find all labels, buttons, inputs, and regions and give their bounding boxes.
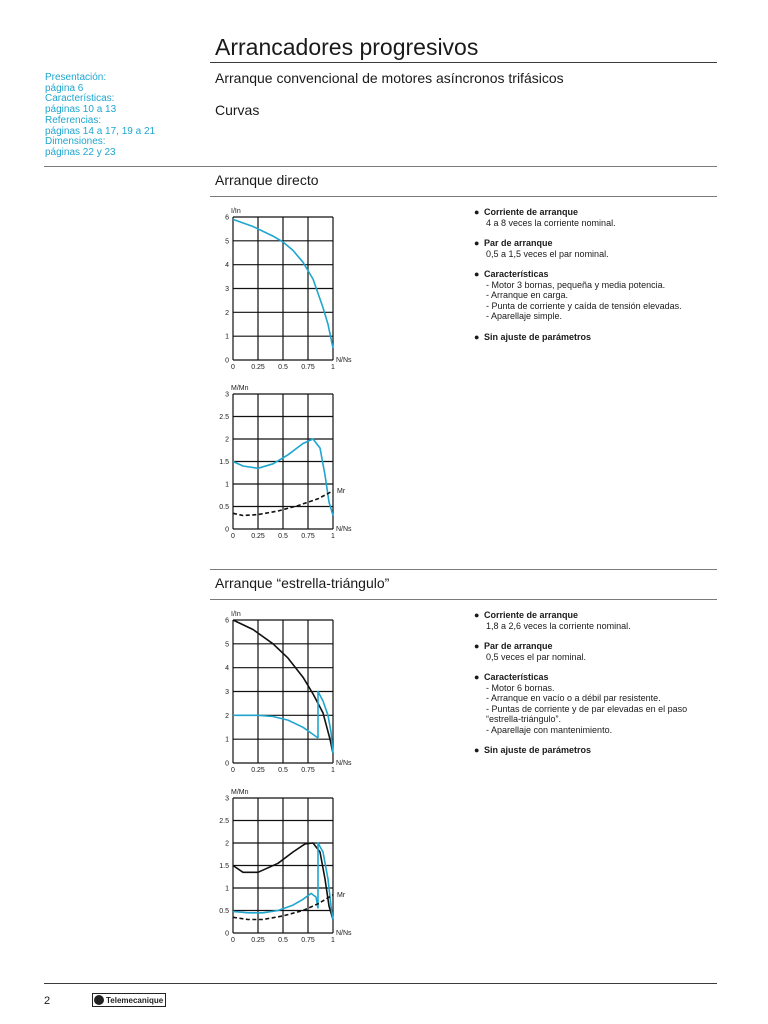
chart-star-delta-torque (215, 786, 355, 948)
y-tick-label: 6 (225, 214, 229, 222)
y-tick-label: 1 (225, 736, 229, 744)
x-tick-label: 1 (331, 937, 335, 944)
x-tick-label: 0.5 (278, 533, 288, 540)
sidebar-line[interactable]: Dimensiones: (45, 136, 106, 148)
y-tick-label: 0 (225, 760, 229, 768)
spec-title: Características (484, 269, 549, 279)
x-axis-label: N/Ns (336, 526, 352, 533)
sidebar-line[interactable]: páginas 10 a 13 (45, 104, 117, 116)
y-tick-label: 2.5 (219, 414, 229, 421)
y-axis-label: M/Mn (231, 789, 249, 796)
y-axis-label: I/In (231, 611, 241, 618)
sidebar-line[interactable]: Presentación: (45, 72, 107, 83)
direct-specs (474, 207, 744, 352)
section-heading-star-delta: Arranque “estrella-triángulo” (215, 575, 390, 591)
spec-item (474, 207, 744, 228)
y-tick-label: 2 (225, 712, 229, 720)
x-tick-label: 0.5 (278, 767, 288, 774)
spec-title: Corriente de arranque (484, 610, 579, 620)
x-axis-label: N/Ns (336, 760, 352, 767)
chart-direct-current (215, 205, 355, 375)
x-tick-label: 0 (231, 364, 235, 371)
title-rule (210, 62, 717, 63)
x-tick-label: 0.25 (251, 533, 265, 540)
sidebar-line[interactable]: Referencias: (45, 114, 102, 126)
y-tick-label: 3 (225, 391, 229, 399)
x-tick-label: 0.25 (251, 767, 265, 774)
section-rule (210, 569, 717, 570)
spec-body: 0,5 veces el par nominal. (486, 651, 587, 662)
spec-title: Par de arranque (484, 238, 553, 248)
spec-title: Par de arranque (484, 641, 553, 651)
y-tick-label: 5 (225, 238, 229, 246)
series-label: Mr (337, 891, 346, 899)
series-line (233, 715, 318, 738)
x-tick-label: 0.25 (251, 937, 265, 944)
y-tick-label: 4 (225, 262, 229, 270)
bullet-icon: ● (474, 641, 480, 651)
bullet-icon: ● (474, 331, 480, 342)
y-tick-label: 0 (225, 526, 229, 534)
spec-item (474, 745, 744, 756)
section-heading-direct: Arranque directo (215, 172, 319, 188)
y-axis-label: I/In (231, 208, 241, 215)
spec-body: 0,5 a 1,5 veces el par nominal. (486, 248, 609, 259)
spec-item (474, 238, 744, 259)
y-tick-label: 1 (225, 885, 229, 893)
bullet-icon: ● (474, 610, 480, 620)
y-tick-label: 3 (225, 689, 229, 696)
x-tick-label: 0 (231, 937, 235, 944)
spec-body: 1,8 a 2,6 veces la corriente nominal. (486, 620, 631, 631)
page-subtitle: Arranque convencional de motores asíncronos trifásicos (215, 70, 564, 86)
sidebar-line[interactable]: página 6 (45, 82, 84, 94)
spec-title: Características (484, 672, 549, 682)
x-tick-label: 0 (231, 533, 235, 540)
x-tick-label: 0.5 (278, 364, 288, 371)
x-tick-label: 0 (231, 767, 235, 774)
bullet-icon: ● (474, 238, 480, 248)
bullet-icon: ● (474, 745, 480, 755)
section-divider (44, 166, 717, 167)
spec-item (474, 332, 744, 343)
x-tick-label: 0.5 (278, 937, 288, 944)
section-rule (210, 196, 717, 197)
brand-mark-icon (94, 995, 104, 1005)
section-rule (210, 599, 717, 600)
y-tick-label: 1 (225, 481, 229, 489)
x-tick-label: 1 (331, 533, 335, 540)
y-tick-label: 4 (225, 665, 229, 673)
star-delta-specs (474, 610, 744, 766)
spec-title: Sin ajuste de parámetros (484, 331, 592, 342)
y-tick-label: 6 (225, 617, 229, 625)
spec-item (474, 269, 744, 322)
spec-body: - Motor 6 bornas. - Arranque en vacío o a débil par resistente. - Puntas de corriente y de par elevadas en el paso “estrella-triángulo”. - Aparellaje con mantenimiento. (486, 682, 688, 735)
x-tick-label: 0.25 (251, 364, 265, 371)
footer-rule (44, 983, 717, 984)
spec-item (474, 672, 744, 735)
y-tick-label: 0.5 (219, 504, 229, 511)
page-number: 2 (44, 995, 51, 1007)
x-tick-label: 1 (331, 364, 335, 371)
y-tick-label: 1 (225, 333, 229, 341)
spec-item (474, 610, 744, 631)
x-tick-label: 0.75 (301, 364, 315, 371)
x-tick-label: 0.75 (301, 937, 315, 944)
y-tick-label: 3 (225, 286, 229, 293)
spec-body: 4 a 8 veces la corriente nominal. (486, 217, 616, 228)
x-axis-label: N/Ns (336, 930, 352, 937)
sidebar-line[interactable]: Características: (45, 93, 115, 105)
y-tick-label: 3 (225, 795, 229, 803)
x-tick-label: 1 (331, 767, 335, 774)
section-label: Curvas (215, 102, 260, 118)
y-tick-label: 1.5 (219, 459, 229, 466)
bullet-icon: ● (474, 269, 480, 279)
y-tick-label: 0.5 (219, 908, 229, 915)
x-axis-label: N/Ns (336, 357, 352, 364)
y-tick-label: 2.5 (219, 818, 229, 825)
chart-direct-torque (215, 382, 355, 544)
page-title: Arrancadores progresivos (215, 34, 479, 60)
bullet-icon: ● (474, 672, 480, 682)
x-tick-label: 0.75 (301, 533, 315, 540)
y-axis-label: M/Mn (231, 385, 249, 392)
y-tick-label: 0 (225, 930, 229, 938)
spec-body: - Motor 3 bornas, pequeña y media potencia. - Arranque en carga. - Punta de corriente y caída de tensión elevadas. - Aparellaje simple. (486, 279, 682, 321)
spec-item (474, 641, 744, 662)
y-tick-label: 2 (225, 436, 229, 444)
y-tick-label: 2 (225, 840, 229, 848)
sidebar-line[interactable]: páginas 14 a 17, 19 a 21 (45, 125, 156, 137)
brand-name: Telemecanique (106, 995, 164, 1005)
chart-star-delta-current (215, 608, 355, 778)
sidebar-references (45, 73, 210, 159)
y-tick-label: 2 (225, 309, 229, 317)
brand-logo (92, 993, 166, 1007)
y-tick-label: 0 (225, 357, 229, 365)
y-tick-label: 1.5 (219, 863, 229, 870)
sidebar-line[interactable]: páginas 22 y 23 (45, 146, 116, 158)
bullet-icon: ● (474, 207, 480, 217)
spec-title: Sin ajuste de parámetros (484, 745, 592, 755)
series-label: Mr (337, 487, 346, 495)
y-tick-label: 5 (225, 641, 229, 649)
spec-title: Corriente de arranque (484, 207, 579, 217)
x-tick-label: 0.75 (301, 767, 315, 774)
